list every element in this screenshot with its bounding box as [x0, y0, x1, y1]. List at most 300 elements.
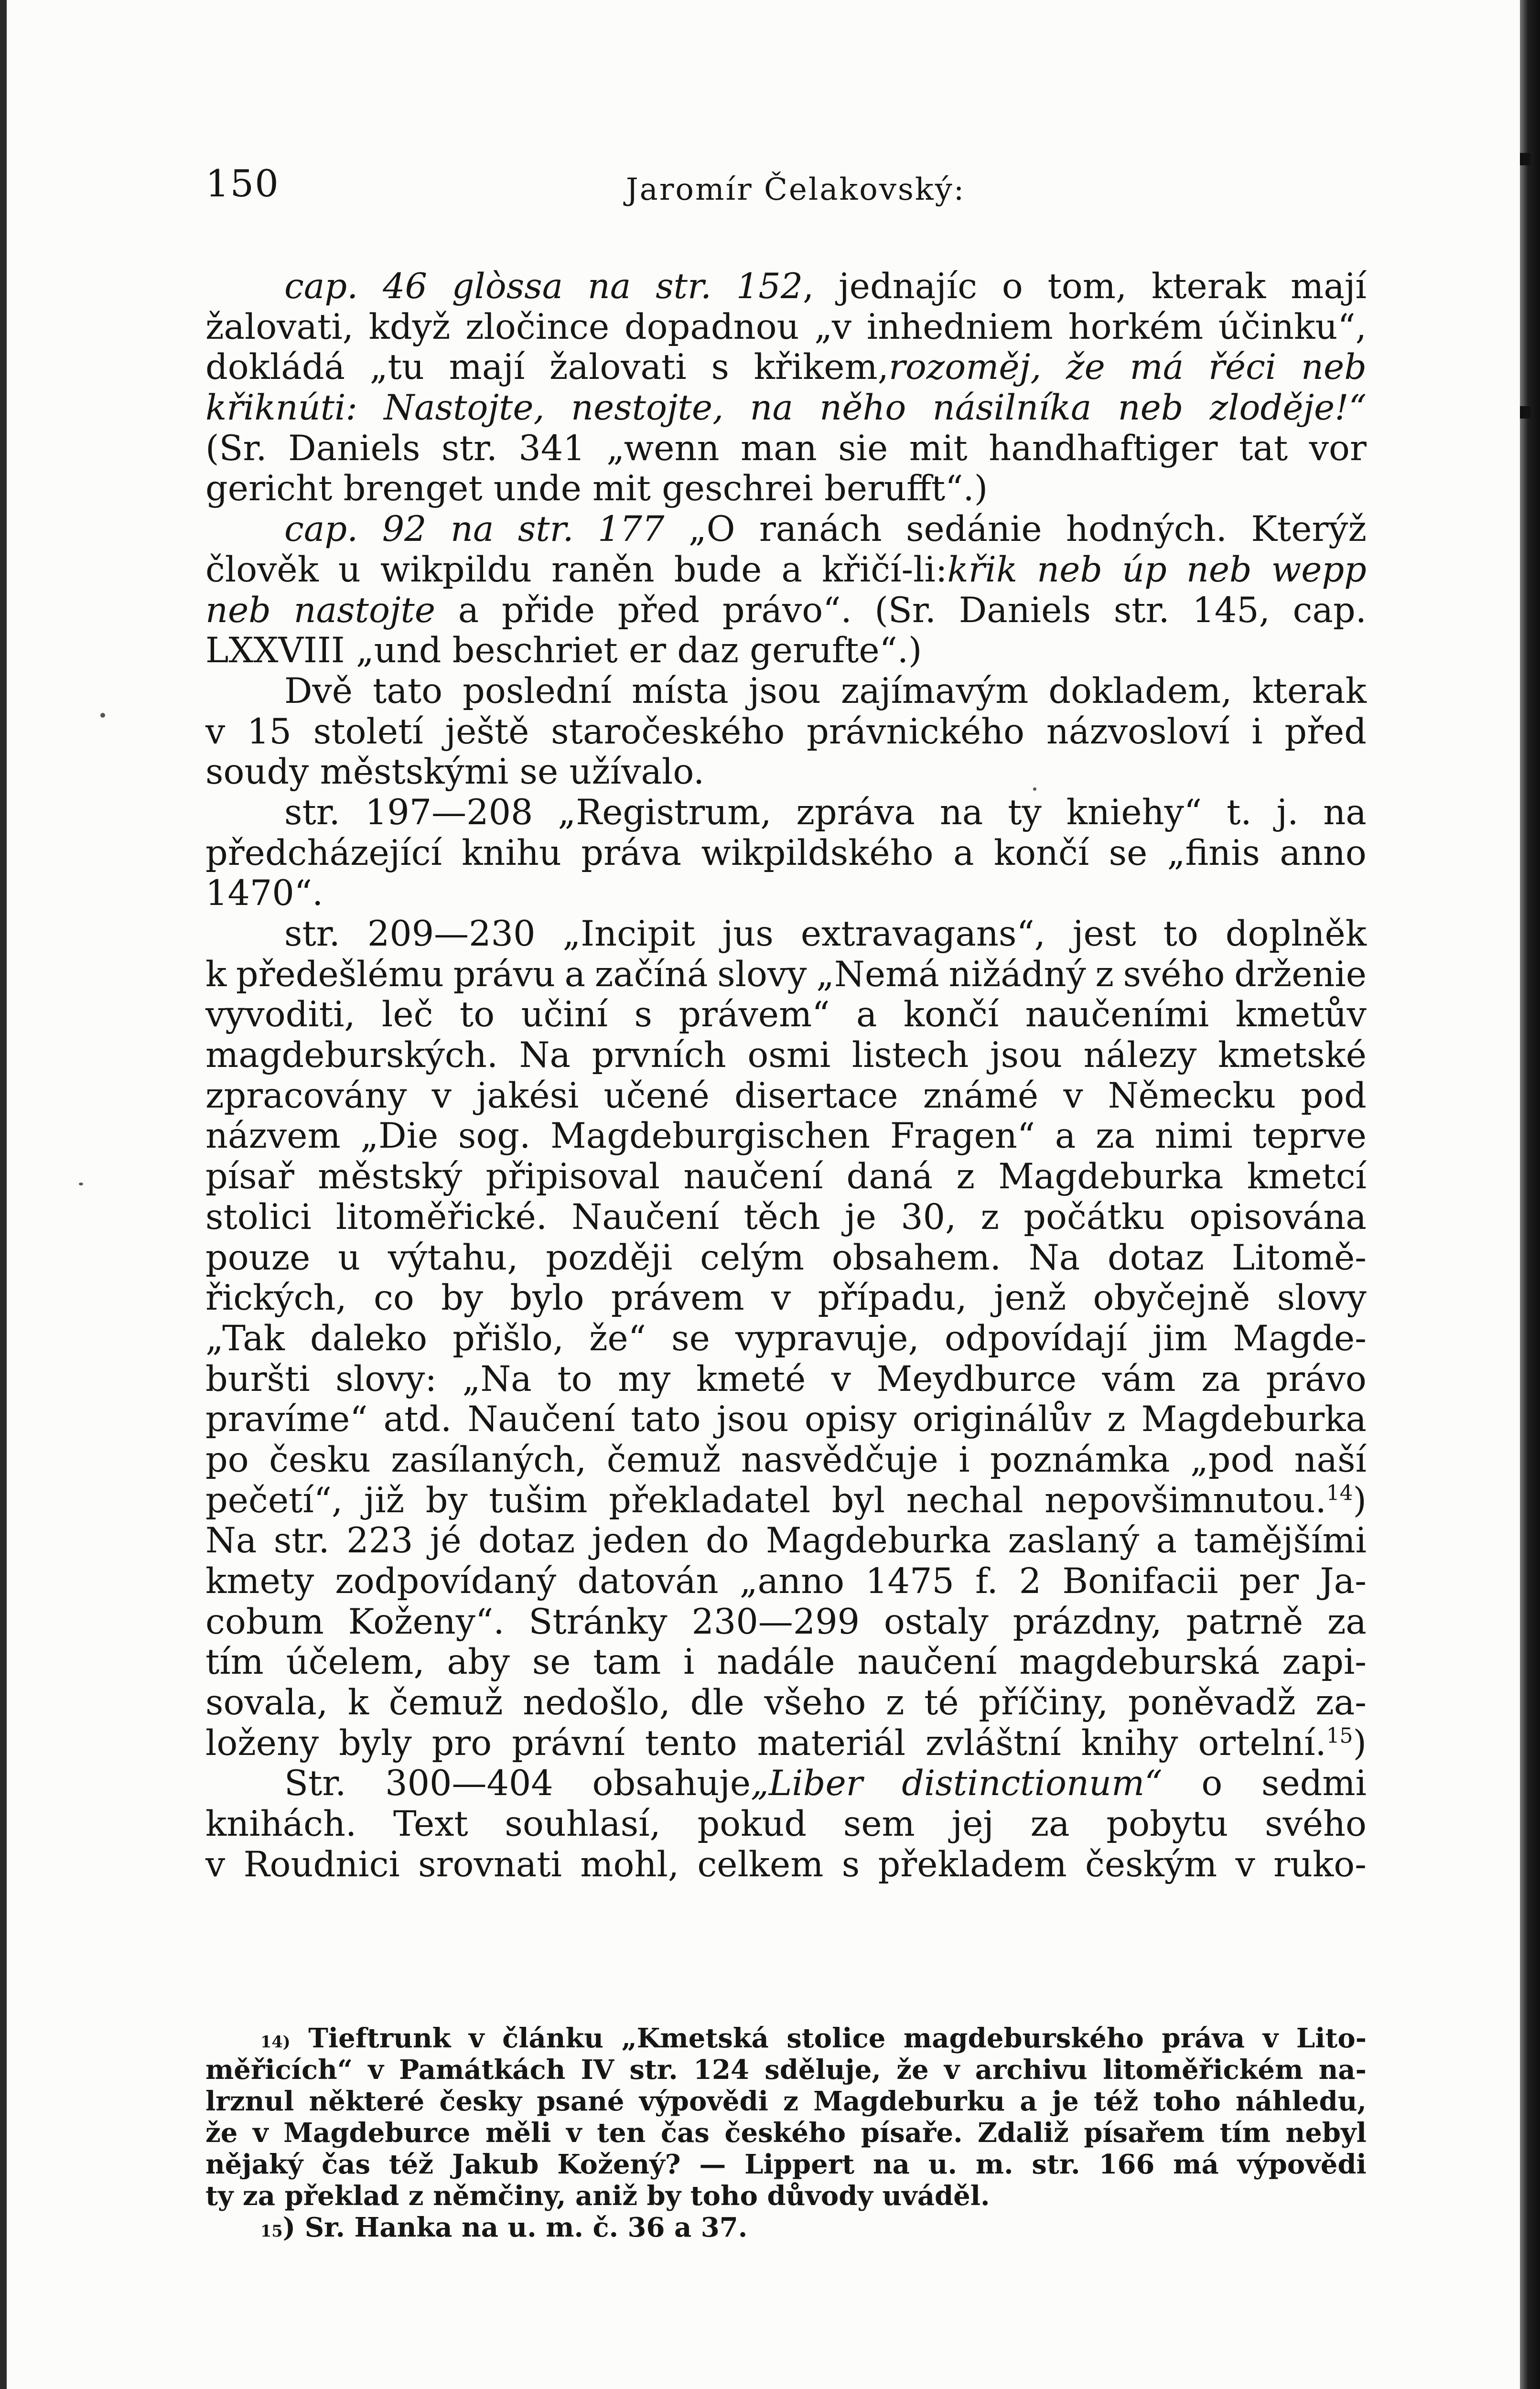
text-run: a: [564, 954, 586, 995]
italic-text: str.: [656, 266, 712, 307]
text-run: křikem,: [754, 347, 889, 388]
text-run: stolici: [205, 1196, 312, 1238]
word: [1031, 1804, 1070, 1845]
word: [571, 1197, 719, 1238]
word: [683, 1642, 694, 1683]
word: [1013, 1602, 1162, 1643]
word: [489, 1481, 587, 1521]
text-run: str.: [284, 914, 340, 954]
word: [816, 955, 939, 995]
word: [857, 1642, 997, 1683]
word: [1201, 1359, 1240, 1400]
text-run: písařem: [1084, 2117, 1205, 2149]
word: [1020, 2086, 1037, 2117]
word: [1093, 1278, 1250, 1319]
scan-edge-right: [1520, 0, 1540, 2389]
word: [236, 955, 444, 995]
text-run: stolice: [786, 2023, 886, 2054]
text-line: [205, 793, 1367, 833]
text-run: Lito-: [1296, 2023, 1367, 2054]
text-run: tamějšími: [1194, 1520, 1367, 1561]
text-run: dotaz: [1108, 1237, 1204, 1278]
text-run: v: [205, 711, 226, 752]
text-run: v: [944, 2054, 960, 2086]
word: [765, 1683, 866, 1723]
word: [1265, 1804, 1367, 1845]
word: [1162, 2023, 1245, 2054]
word: [205, 1683, 328, 1723]
word: [959, 591, 1091, 631]
text-run: účinku“,: [1218, 306, 1367, 347]
word: [597, 2117, 646, 2149]
text-run: by: [441, 1278, 484, 1319]
text-run: tento: [645, 1722, 737, 1764]
text-run: daná: [846, 1156, 933, 1197]
word: [1048, 267, 1127, 307]
word: [876, 1359, 1077, 1400]
word: [309, 2086, 424, 2117]
word: [1239, 1561, 1299, 1602]
word: [909, 429, 968, 469]
text-run: u: [338, 549, 361, 590]
word: [689, 509, 735, 550]
footnote-line: 14) Tieftrunk v článku „Kmetská stolice magdeburského práva v Lito-: [260, 2023, 1367, 2054]
text-run: opisována: [1189, 1196, 1367, 1238]
text-run: překladem: [878, 1844, 1067, 1885]
text-run: aby: [447, 1642, 510, 1683]
text-run: končí: [903, 994, 999, 1035]
text-run: kmetův: [1235, 994, 1367, 1035]
word: [1163, 914, 1198, 955]
text-run: z: [783, 2086, 798, 2117]
text-run: právní: [512, 1722, 625, 1764]
text-run: ,: [803, 266, 814, 307]
text-run: prázdny,: [1012, 1601, 1162, 1642]
italic-text: 152: [736, 266, 803, 307]
text-run: j.: [1276, 792, 1299, 833]
text-run: názvosloví: [1046, 711, 1230, 752]
text-run: t.: [1227, 792, 1252, 833]
word: [335, 1359, 437, 1400]
text-run: 1470“.: [205, 873, 323, 914]
word: [1236, 995, 1367, 1035]
italic-text: „Liber: [751, 1763, 863, 1804]
word: [1055, 1116, 1076, 1157]
text-run: celým: [700, 1237, 804, 1278]
word: [205, 1481, 343, 1521]
text-run: zvláštní: [926, 1722, 1061, 1764]
word: [757, 1723, 905, 1764]
word: [1286, 2117, 1367, 2149]
text-line: [205, 307, 1367, 348]
word: [990, 1440, 1170, 1481]
word: [645, 1723, 737, 1764]
word: [367, 914, 536, 955]
text-run: vypravuje,: [735, 1318, 919, 1359]
word: [418, 1845, 562, 1885]
text-line: [205, 429, 1367, 469]
text-run: svého: [1123, 954, 1225, 995]
text-run: Tieftrunk: [308, 2023, 451, 2054]
word: [205, 1561, 314, 1602]
word: [546, 1238, 672, 1279]
word: [843, 1804, 915, 1845]
text-run: str.: [273, 1520, 330, 1561]
scan-speck: [79, 1183, 83, 1185]
text-run: „Die: [360, 1116, 439, 1157]
text-run: magdeburských.: [205, 1035, 498, 1076]
text-run: poslední: [463, 670, 612, 711]
text-run: se: [532, 1642, 571, 1683]
text-run: výtahu,: [388, 1237, 518, 1278]
word: [1190, 1440, 1274, 1481]
text-run: za-: [1315, 1682, 1367, 1723]
word: [269, 1440, 371, 1481]
text-run: jest: [1072, 914, 1136, 954]
text-run: tato: [631, 1399, 701, 1440]
word: [691, 1602, 860, 1643]
word: [476, 1076, 579, 1117]
text-run: zločince: [465, 306, 610, 347]
text-run: nálezy: [1083, 1035, 1197, 1076]
text-run: a: [953, 832, 974, 873]
text-run: psané: [537, 2086, 625, 2117]
text-run: jé: [430, 1520, 462, 1561]
text-run: z: [885, 1682, 905, 1723]
word: [551, 550, 655, 591]
word: [724, 2117, 846, 2149]
text-run: ortelní.: [1198, 1722, 1326, 1764]
word: [430, 1521, 462, 1561]
text-run: ten: [597, 2117, 646, 2149]
footnote-line: [205, 2117, 1367, 2149]
word: [926, 1723, 1061, 1764]
word: [205, 1035, 498, 1076]
text-run: z: [956, 1156, 975, 1197]
word: [391, 1440, 586, 1481]
word: [205, 833, 442, 874]
text-run: že“: [589, 1318, 646, 1359]
text-line: [205, 1440, 1367, 1481]
word: [1226, 914, 1367, 955]
text-line: [205, 833, 1367, 874]
text-run: nedošlo,: [523, 1682, 670, 1723]
word: [566, 2117, 582, 2149]
word: [1066, 793, 1202, 833]
text-run: 300—404: [385, 1763, 553, 1804]
text-run: souhlasí,: [505, 1804, 661, 1845]
word: [978, 2117, 1069, 2149]
text-run: tím: [205, 1642, 264, 1683]
text-run: kterak: [1252, 670, 1367, 711]
word: [928, 2149, 957, 2180]
text-run: naší: [1294, 1439, 1367, 1480]
word: [818, 1278, 967, 1319]
word: [447, 1642, 510, 1683]
word: [874, 591, 936, 631]
text-run: později: [546, 1237, 673, 1278]
text-line: [205, 1481, 1367, 1521]
word: [595, 955, 708, 995]
text-run: by: [425, 1480, 468, 1521]
text-run: v: [1262, 2023, 1279, 2054]
text-run: str.: [442, 428, 497, 469]
word: [374, 1278, 414, 1319]
word: [1002, 267, 1023, 307]
text-run: zapi-: [1282, 1642, 1367, 1683]
text-run: a: [1156, 1520, 1177, 1561]
word: [244, 1845, 400, 1885]
word: [463, 1359, 532, 1400]
word: [1192, 591, 1270, 631]
word: [348, 1602, 505, 1643]
word: [598, 509, 664, 550]
text-run: bude: [674, 549, 762, 590]
word: [1252, 671, 1366, 712]
text-run: knihy: [1081, 1722, 1178, 1764]
word: [975, 1561, 998, 1602]
text-run: dokládá: [205, 347, 345, 388]
text-run: „wenn: [606, 428, 720, 469]
word: [706, 1521, 749, 1561]
text-run: str.: [284, 792, 340, 833]
word: [990, 1035, 1062, 1076]
text-run: hodných.: [1066, 509, 1227, 550]
text-run: „O: [688, 509, 735, 550]
word: [1066, 347, 1105, 388]
text-run: za: [1327, 1601, 1367, 1642]
text-run: v: [1235, 1844, 1255, 1885]
word: [861, 2117, 963, 2149]
text-run: o: [1201, 1763, 1223, 1804]
page-header: [205, 158, 1371, 215]
word: [453, 955, 555, 995]
text-run: v: [368, 2054, 384, 2086]
word: [1094, 2086, 1138, 2117]
word: [741, 429, 817, 469]
text-run: čemuž: [388, 1682, 503, 1723]
word: [385, 1764, 553, 1804]
text-run: jednajíc: [839, 266, 978, 307]
text-run: Magdeburka: [998, 1156, 1224, 1197]
word: [890, 1116, 1035, 1157]
italic-text: má: [1130, 347, 1184, 388]
word: [1315, 1683, 1367, 1723]
text-run: z: [1107, 1399, 1126, 1440]
word: [945, 1319, 1127, 1359]
word: [505, 1804, 660, 1845]
word: [832, 1481, 885, 1521]
text-line: [205, 873, 1367, 914]
text-run: nechal: [906, 1480, 1023, 1521]
word: [832, 1238, 1001, 1279]
word: [1073, 914, 1136, 955]
text-line: [205, 1238, 1367, 1279]
word: [1025, 995, 1209, 1035]
word: [766, 1521, 991, 1561]
text-run: prvních: [592, 1035, 726, 1076]
word: [743, 1197, 820, 1238]
text-line: [205, 509, 1367, 550]
text-run: f.: [975, 1561, 998, 1602]
text-run: —: [699, 2149, 726, 2180]
word: [565, 955, 586, 995]
text-run: Německu: [1108, 1075, 1276, 1116]
text-run: jej: [951, 1804, 994, 1845]
word: [284, 793, 340, 833]
text-run: i: [1251, 711, 1263, 752]
text-run: Na: [519, 1035, 571, 1076]
text-line: [205, 1602, 1367, 1643]
text-line: [205, 631, 1367, 671]
word: [502, 2023, 603, 2054]
text-run: jsou: [748, 670, 821, 711]
word: [1293, 591, 1367, 631]
text-run: (Sr.: [205, 428, 267, 469]
text-line: [205, 1521, 1367, 1561]
word: [458, 1116, 530, 1157]
word: [1048, 671, 1232, 712]
word: [1271, 550, 1367, 591]
text-run: za: [1096, 1116, 1135, 1157]
text-run: z: [1095, 954, 1114, 995]
text-run: s: [841, 1844, 860, 1885]
word: [518, 509, 574, 550]
word: [953, 833, 974, 874]
text-run: v: [205, 1844, 226, 1885]
word: [336, 1197, 547, 1238]
text-run: s: [634, 994, 653, 1035]
text-run: my: [618, 1358, 671, 1399]
word: [1323, 793, 1367, 833]
word: [625, 307, 799, 348]
text-run: listech: [851, 1035, 969, 1076]
text-run: drženie: [1234, 954, 1367, 995]
word: [639, 2086, 768, 2117]
word: [1081, 1723, 1178, 1764]
word: [717, 955, 807, 995]
word: [389, 1683, 503, 1723]
word: [696, 1359, 806, 1400]
text-run: člověk: [205, 549, 319, 590]
text-run: o: [1002, 266, 1023, 307]
text-run: Stránky: [528, 1601, 668, 1642]
word: [360, 1116, 438, 1157]
word: [1084, 2117, 1205, 2149]
italic-text: zloděje!“: [1209, 387, 1367, 429]
word: [393, 1804, 468, 1845]
text-run: Památkách: [399, 2054, 566, 2086]
word: [841, 671, 1028, 712]
word: [1239, 429, 1288, 469]
text-run: učiní: [521, 994, 608, 1035]
text-run: cap.: [1292, 590, 1367, 631]
word: [813, 2086, 1005, 2117]
text-run: srovnati: [418, 1844, 562, 1885]
text-line: [205, 1683, 1367, 1723]
text-run: 145,: [1192, 590, 1270, 631]
text-run: že: [896, 2054, 929, 2086]
word: [592, 1764, 863, 1804]
text-run: litoměřické.: [335, 1196, 548, 1238]
word: [924, 1683, 959, 1723]
text-run: bylo: [510, 1278, 584, 1319]
text-run: pravíme“: [205, 1399, 368, 1440]
word: [205, 1319, 285, 1359]
text-run: též: [388, 2149, 434, 2180]
text-run: mají: [449, 347, 525, 388]
text-run: se: [1109, 832, 1148, 873]
text-run: toho: [1153, 2086, 1221, 2117]
word: [465, 307, 609, 348]
word: [1063, 1076, 1083, 1117]
word: [205, 1116, 341, 1157]
word: [735, 1319, 919, 1359]
word: [1096, 1116, 1135, 1157]
text-run: Dvě: [284, 670, 353, 711]
word: [205, 1521, 257, 1561]
word: [432, 1723, 492, 1764]
text-run: příčiny,: [979, 1682, 1109, 1723]
word: [749, 671, 821, 712]
word: [310, 1319, 427, 1359]
word: [1234, 955, 1367, 995]
italic-text: nestojte,: [571, 387, 724, 429]
text-run: sedánie: [906, 509, 1042, 550]
word: [205, 1359, 310, 1400]
word: [678, 995, 829, 1035]
word: [1109, 833, 1148, 874]
text-run: naučení: [683, 1156, 823, 1197]
text-run: „Na: [462, 1358, 532, 1399]
word: [940, 793, 983, 833]
word: [322, 2149, 370, 2180]
footnote-line: 15 ) Sr. Hanka na u. m. č. 36 a 37.: [260, 2212, 748, 2243]
page-number: 150: [205, 162, 280, 205]
word: [805, 1399, 897, 1440]
word: [205, 1845, 225, 1885]
text-run: patrně: [1186, 1601, 1303, 1642]
text-run: čas: [660, 2117, 710, 2149]
word: [1236, 1845, 1255, 1885]
italic-text: řéci: [1208, 347, 1277, 388]
text-line: [205, 1116, 1367, 1157]
text-run: nimi: [1154, 1116, 1233, 1157]
text-run: písaře.: [861, 2117, 963, 2149]
text-line: [205, 1723, 1367, 1764]
text-run: článku: [502, 2023, 604, 2054]
word: [1045, 1481, 1367, 1521]
word: [635, 995, 652, 1035]
word: [1232, 1238, 1367, 1279]
word: [284, 267, 358, 307]
word: [1309, 429, 1367, 469]
word: [697, 1845, 823, 1885]
word: [852, 1035, 969, 1076]
text-run: všeho: [764, 1682, 866, 1723]
word: [205, 1440, 249, 1481]
text-run: mit: [909, 428, 968, 469]
text-run: Daniels: [288, 428, 420, 469]
word: [717, 1642, 835, 1683]
text-run: již: [364, 1480, 405, 1521]
italic-text: násilníka: [932, 387, 1092, 429]
running-head: Jaromír Čelakovský:: [626, 172, 966, 207]
word: [884, 1602, 989, 1643]
text-run: s: [711, 347, 729, 388]
word: [247, 712, 291, 753]
text-run: Magdeburku: [813, 2086, 1005, 2117]
